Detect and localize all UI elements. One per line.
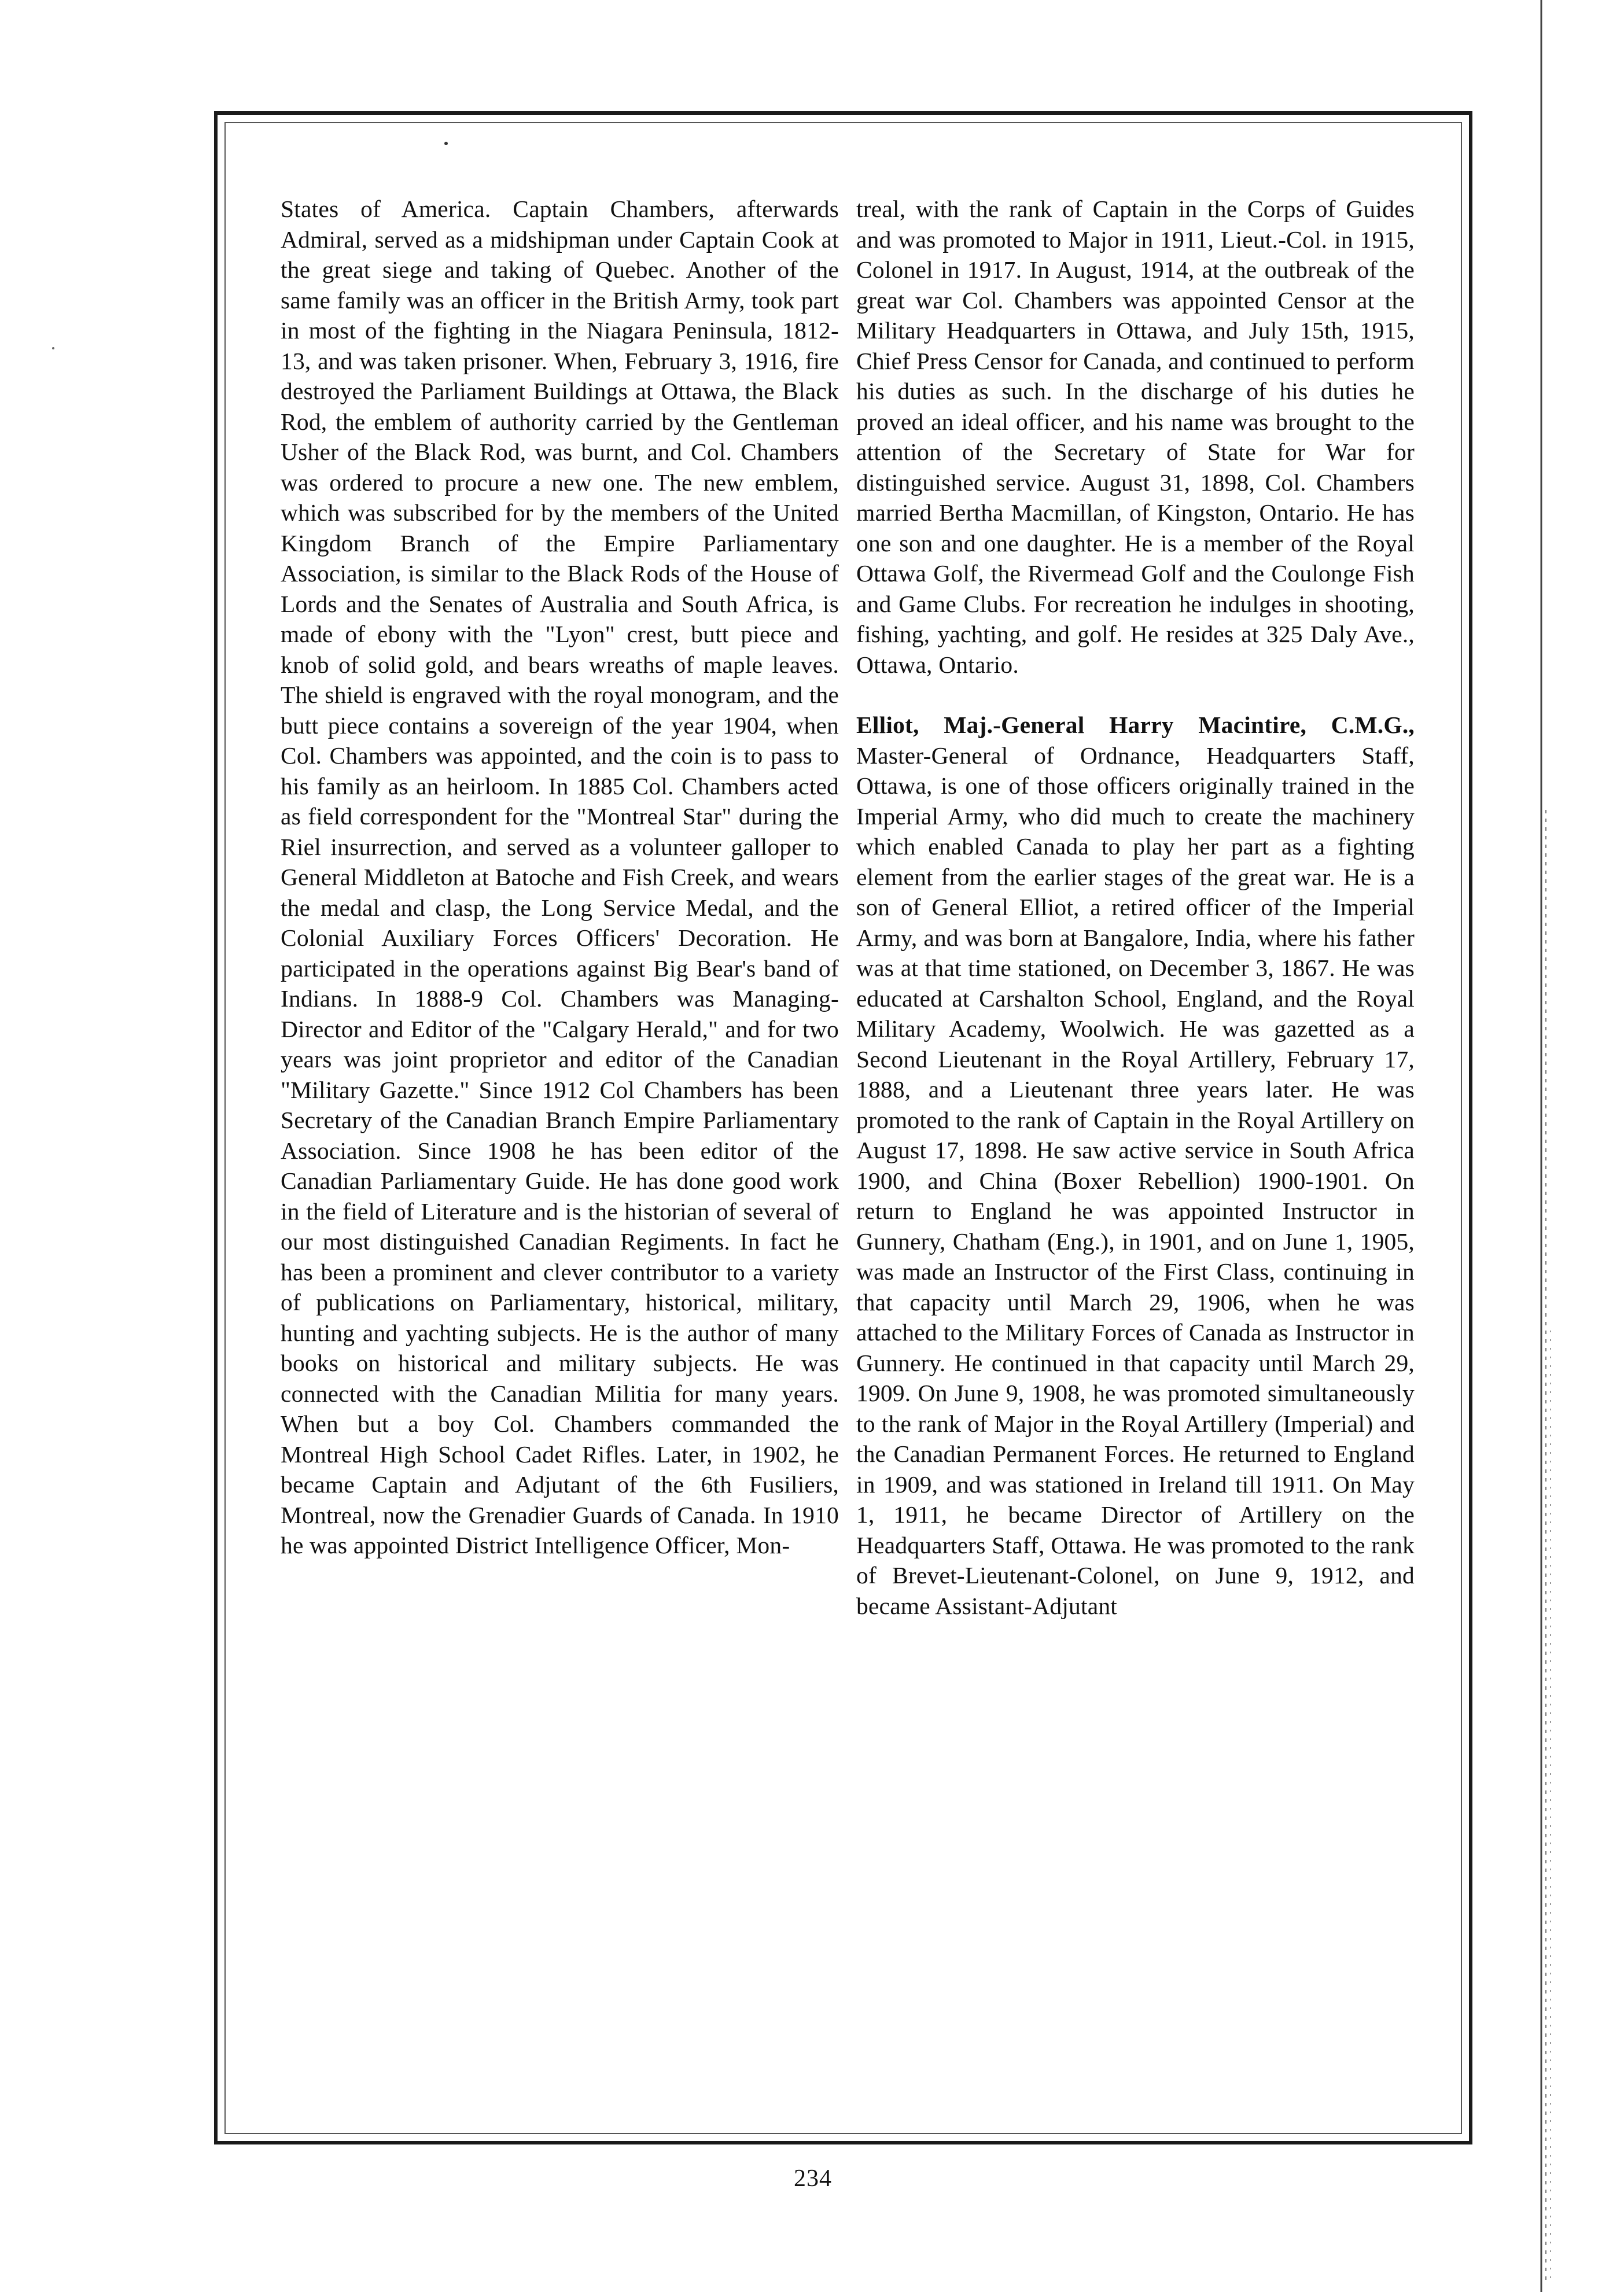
- chambers-entry-conclusion: treal, with the rank of Captain in the Corps of Guides and was promoted to Major in 1911, Lieut.-Col. in 1915, Colonel in 1917. In August, 1914, at the outbreak of the great war Col. Chambers was appointed Censor at the Military Headquarters in Ottawa, and July 15th, 1915, Chief Press Censor for Canada, and continued to perform his duties as such. In the discharge of his duties he proved an ideal officer, and his name was brought to the attention of the Secretary of State for War for distinguished service. August 31, 1898, Col. Chambers married Bertha Macmillan, of Kingston, Ontario. He has one son and one daughter. He is a member of the Royal Ottawa Golf, the Rivermead Golf and the Coulonge Fish and Game Clubs. For recreation he indulges in shooting, fishing, yachting, and golf. He resides at 325 Daly Ave., Ottawa, Ontario.: [856, 196, 1415, 678]
- elliot-entry: [856, 710, 1415, 1621]
- elliot-entry-heading: Elliot, Maj.-General Harry Macintire, C.M.G.,: [856, 712, 1415, 738]
- scan-speck: [52, 347, 54, 349]
- left-column: [281, 194, 839, 1561]
- elliot-entry-body: Master-General of Ordnance, Headquarters Staff, Ottawa, is one of those officers originally trained in the Imperial Army, who did much to create the machinery which enabled Canada to play her part as a fighting element from the earlier stages of the great war. He is a son of General Elliot, a retired officer of the Imperial Army, and was born at Bangalore, India, where his father was at that time stationed, on December 3, 1867. He was educated at Carshalton School, England, and the Royal Military Academy, Woolwich. He was gazetted as a Second Lieutenant in the Royal Artillery, February 17, 1888, and a Lieutenant three years later. He was promoted to the rank of Captain in the Royal Artillery on August 17, 1898. He saw active service in South Africa 1900, and China (Boxer Rebellion) 1900-1901. On return to England he was appointed Instructor in Gunnery, Chatham (Eng.), in 1901, and on June 1, 1905, was made an Instructor of the First Class, continuing in that capacity until March 29, 1906, when he was attached to the Military Forces of Canada as Instructor in Gunnery. He continued in that capacity until March 29, 1909. On June 9, 1908, he was promoted simultaneously to the rank of Major in the Royal Artillery (Imperial) and the Canadian Permanent Forces. He returned to England in 1909, and was stationed in Ireland till 1911. On May 1, 1911, he became Director of Artillery on the Headquarters Staff, Ottawa. He was promoted to the rank of Brevet-Lieutenant-Colonel, on June 9, 1912, and became Assistant-Adjutant: [856, 742, 1415, 1619]
- scanned-page-edge: [1533, 0, 1556, 2292]
- right-column: [856, 194, 1415, 1621]
- page-number: 234: [794, 2165, 832, 2192]
- chambers-entry-continuation: States of America. Captain Chambers, afterwards Admiral, served as a midshipman under Captain Cook at the great siege and taking of Quebec. Another of the same family was an officer in the British Army, took part in most of the fighting in the Niagara Peninsula, 1812-13, and was taken prisoner. When, February 3, 1916, fire destroyed the Parliament Buildings at Ottawa, the Black Rod, the emblem of authority carried by the Gentleman Usher of the Black Rod, was burnt, and Col. Chambers was ordered to procure a new one. The new emblem, which was subscribed for by the members of the United Kingdom Branch of the Empire Parliamentary Association, is similar to the Black Rods of the House of Lords and the Senates of Australia and South Africa, is made of ebony with the "Lyon" crest, butt piece and knob of solid gold, and bears wreaths of maple leaves. The shield is engraved with the royal monogram, and the butt piece contains a sovereign of the year 1904, when Col. Chambers was appointed, and the coin is to pass to his family as an heirloom. In 1885 Col. Chambers acted as field correspondent for the "Montreal Star" during the Riel insurrection, and served as a volunteer galloper to General Middleton at Batoche and Fish Creek, and wears the medal and clasp, the Long Service Medal, and the Colonial Auxiliary Forces Officers' Decoration. He participated in the operations against Big Bear's band of Indians. In 1888-9 Col. Chambers was Managing-Director and Editor of the "Calgary Herald," and for two years was joint proprietor and editor of the Canadian "Military Gazette." Since 1912 Col Chambers has been Secretary of the Canadian Branch Empire Parliamentary Association. Since 1908 he has been editor of the Canadian Parliamentary Guide. He has done good work in the field of Literature and is the historian of several of our most distinguished Canadian Regiments. In fact he has been a prominent and clever contributor to a variety of publications on Parliamentary, historical, military, hunting and yachting subjects. He is the author of many books on historical and military subjects. He was connected with the Canadian Militia for many years. When but a boy Col. Chambers commanded the Montreal High School Cadet Rifles. Later, in 1902, he became Captain and Adjutant of the 6th Fusiliers, Montreal, now the Grenadier Guards of Canada. In 1910 he was appointed District Intelligence Officer, Mon-: [281, 196, 839, 1558]
- scan-speck: [444, 142, 448, 145]
